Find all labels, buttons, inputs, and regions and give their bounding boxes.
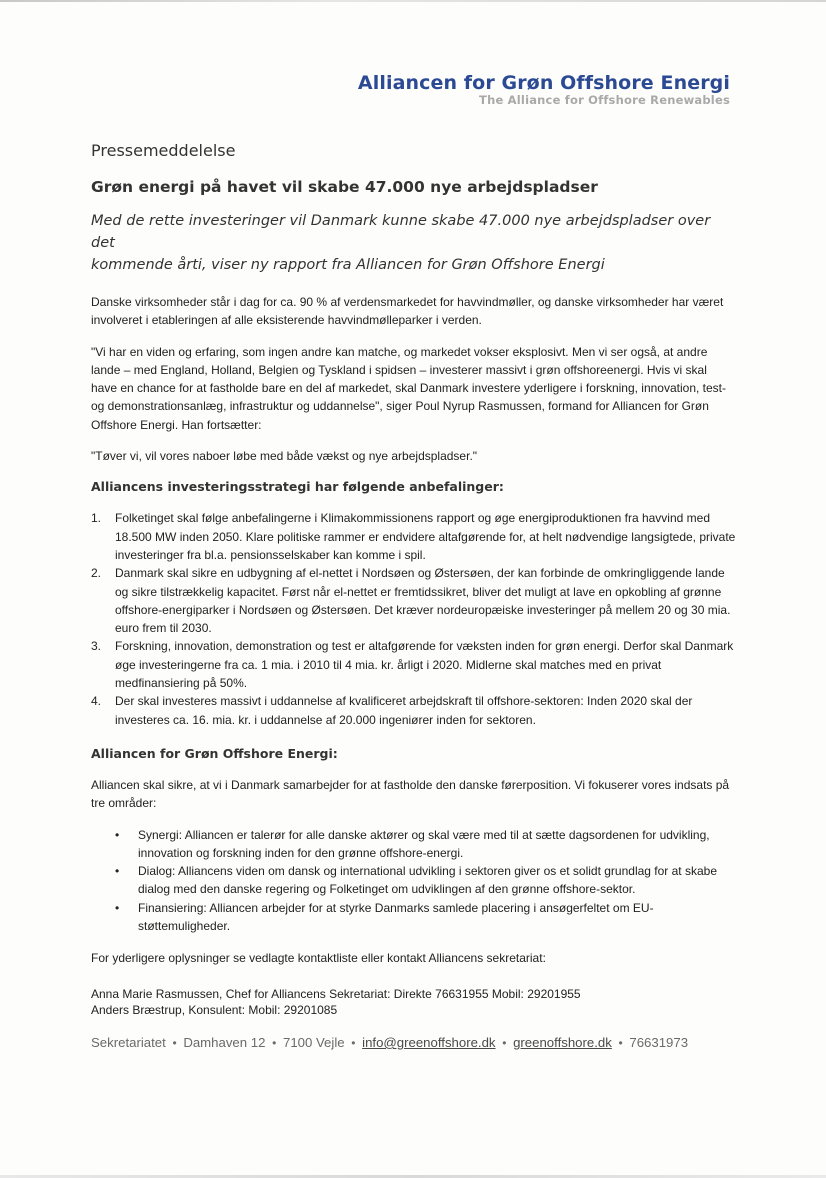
footer-separator: • bbox=[351, 1036, 356, 1050]
footer-website-link[interactable]: greenoffshore.dk bbox=[513, 1035, 612, 1050]
list-item bbox=[91, 862, 736, 899]
footer-city: 7100 Vejle bbox=[282, 1035, 345, 1050]
list-item-text: Forskning, innovation, demonstration og test er altafgørende for væksten inden for grøn energi. Derfor skal Danmark øge investeringerne fra ca. 1 mia. i 2010 til 4 mia. kr. årligt i 2020. Midlerne skal matches med en privat medfinansiering på 50%. bbox=[115, 639, 734, 691]
list-item-number: 3. bbox=[91, 639, 102, 654]
footer-separator: • bbox=[172, 1036, 177, 1050]
list-item bbox=[91, 692, 736, 729]
paragraph-market-share: Danske virksomheder står i dag for ca. 90 % af verdensmarkedet for havvindmøller, og danske virksomheder har været involveret i etableringen af alle eksisterende havvindmølleparker i verden. bbox=[91, 295, 724, 328]
document-type-label: Pressemeddelelse bbox=[91, 141, 236, 160]
bullet-icon: • bbox=[115, 827, 120, 842]
list-item-text: Danmark skal sikre en udbygning af el-nettet i Nordsøen og Østersøen, der kan forbinde de omkringliggende lande og sikre tilstrækkelig kapacitet. Først når el-nettet er fremtidssikret, bliver det muligt at lave en opkobling af grønne offshore-energiparker i Nordsøen og Østersøen. Det kræver nordeuropæiske investeringer på mellem 20 og 30 mia. euro frem til 2030. bbox=[115, 566, 731, 636]
list-item-text: Synergi: Alliancen er talerør for alle danske aktører og skal være med til at sætte dagsordenen for udvikling, innovation og forskning inden for den grønne offshore-energi. bbox=[138, 827, 710, 860]
alliance-heading: Alliancen for Grøn Offshore Energi: bbox=[91, 745, 338, 761]
footer-address: Damhaven 12 bbox=[183, 1035, 266, 1050]
organization-logo bbox=[358, 72, 730, 107]
footer-separator: • bbox=[272, 1036, 277, 1050]
document-body bbox=[91, 140, 736, 1019]
list-item-text: Finansiering: Alliancen arbejder for at styrke Danmarks samlede placering i ansøgerfeltet om EU-støttemuligheder. bbox=[138, 900, 654, 934]
logo-sub-text: The Alliance for Offshore Renewables bbox=[479, 93, 730, 107]
list-item bbox=[91, 826, 736, 863]
alliance-intro: Alliancen skal sikre, at vi i Danmark samarbejder for at fastholde den danske førerposition. Vi fokuserer vores indsats på tre områder: bbox=[91, 777, 730, 811]
list-item-number: 4. bbox=[91, 694, 102, 709]
bullet-icon: • bbox=[115, 864, 120, 879]
list-item-text: Der skal investeres massivt i uddannelse af kvalificeret arbejdskraft til offshore-sektoren: Inden 2020 skal der investeres ca. 16. mia. kr. i uddannelse af 20.000 ingeniører inden for sektoren. bbox=[115, 694, 693, 727]
paragraph-quote-continued: "Tøver vi, vil vores naboer løbe med både vækst og nye arbejdspladser." bbox=[91, 449, 478, 464]
contact-secondary: Anders Bræstrup, Konsulent: Mobil: 29201085 bbox=[91, 1003, 338, 1018]
scan-edge-top bbox=[0, 0, 826, 2]
footer-email-link[interactable]: info@greenoffshore.dk bbox=[362, 1035, 496, 1050]
list-item bbox=[91, 637, 736, 692]
logo-main-text: Alliancen for Grøn Offshore Energi bbox=[357, 72, 730, 94]
recommendations-list bbox=[91, 509, 736, 729]
paragraph-quote: "Vi har en viden og erfaring, som ingen andre kan matche, og markedet vokser eksplosivt. Men vi ser også, at andre lande – med England, Holland, Belgien og Tyskland i spidsen – investerer massivt i grøn offshoreenergi. Hvis vi skal have en chance for at fastholde bare en del af markedet, skal Danmark investere yderligere i forskning, innovation, test- og demonstrationsanlæg, infrastruktur og uddannelse", siger Poul Nyrup Rasmussen, formand for Alliancen for Grøn Offshore Energi. Han fortsætter: bbox=[91, 344, 727, 432]
list-item bbox=[91, 509, 736, 564]
contact-list bbox=[91, 986, 736, 1019]
headline: Grøn energi på havet vil skabe 47.000 nye arbejdspladser bbox=[91, 178, 598, 196]
list-item-number: 1. bbox=[91, 511, 102, 526]
contact-intro: For yderligere oplysninger se vedlagte kontaktliste eller kontakt Alliancens sekretariat: bbox=[91, 951, 546, 966]
list-item-number: 2. bbox=[91, 566, 102, 581]
subheadline-line-1: Med de rette investeringer vil Danmark kunne skabe 47.000 nye arbejdspladser over det bbox=[91, 213, 711, 251]
list-item bbox=[91, 564, 736, 637]
strategy-heading: Alliancens investeringsstrategi har følgende anbefalinger: bbox=[91, 479, 504, 495]
bullet-icon: • bbox=[115, 900, 120, 915]
footer-secretariat: Sekretariatet bbox=[91, 1035, 166, 1050]
footer-separator: • bbox=[502, 1036, 507, 1050]
list-item-text: Folketinget skal følge anbefalingerne i Klimakommissionens rapport og øge energiproduktionen fra havvind med 18.500 MW inden 2050. Klare politiske rammer er endvidere altafgørende for, at helt nødvendige langsigtede, private investeringer fra bl.a. pensionsselskaber kan komme i spil. bbox=[115, 511, 736, 562]
subheadline-line-2: kommende årti, viser ny rapport fra Alliancen for Grøn Offshore Energi bbox=[91, 257, 605, 273]
list-item bbox=[91, 899, 736, 936]
list-item-text: Dialog: Alliancens viden om dansk og international udvikling i sektoren giver os et solidt grundlag for at skabe dialog med den danske regering og Folketinget om udviklingen af den grønne offshore-sektor. bbox=[138, 864, 717, 897]
focus-areas-list bbox=[91, 826, 736, 936]
footer-separator: • bbox=[618, 1036, 623, 1050]
subheadline bbox=[91, 210, 736, 276]
contact-primary: Anna Marie Rasmussen, Chef for Alliancens Sekretariat: Direkte 76631955 Mobil: 29201955 bbox=[91, 986, 581, 1001]
footer bbox=[91, 1035, 688, 1050]
footer-phone: 76631973 bbox=[629, 1035, 689, 1050]
